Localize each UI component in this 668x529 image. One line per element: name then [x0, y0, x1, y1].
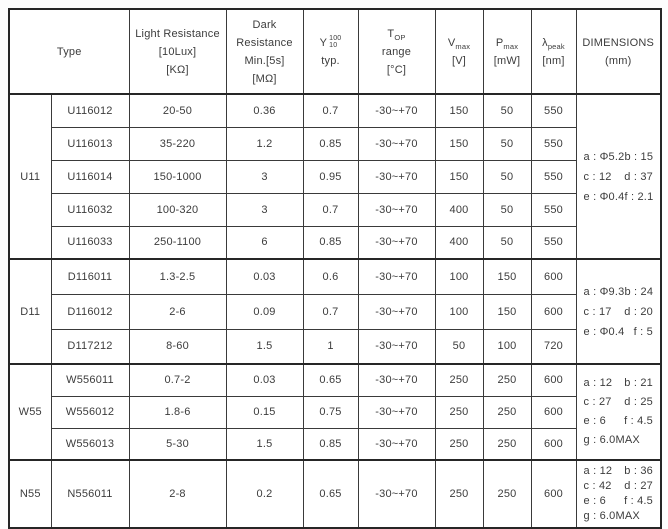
cell-v-max: 100 [435, 294, 483, 329]
dimension-value: b : 36 [624, 465, 653, 477]
table-row [9, 259, 661, 294]
cell-v-max: 400 [435, 193, 483, 226]
spec-sheet-page [8, 8, 662, 529]
dimension-line [584, 393, 654, 412]
cell-top-range: -30~+70 [358, 193, 435, 226]
cell-gamma: 0.65 [303, 460, 358, 528]
cell-part-no: W556011 [51, 364, 129, 396]
cell-p-max: 250 [483, 460, 531, 528]
cell-top-range: -30~+70 [358, 364, 435, 396]
cell-gamma: 1 [303, 329, 358, 364]
cell-gamma: 0.7 [303, 294, 358, 329]
dimension-line [584, 374, 654, 393]
dimension-line [584, 464, 654, 479]
cell-dark-resistance: 0.2 [226, 460, 303, 528]
cell-top-range: -30~+70 [358, 329, 435, 364]
cell-p-max: 50 [483, 127, 531, 160]
cell-part-no: U116013 [51, 127, 129, 160]
table-header [9, 9, 661, 94]
cell-dark-resistance: 3 [226, 160, 303, 193]
dimension-line [584, 302, 654, 322]
cell-top-range: -30~+70 [358, 396, 435, 428]
cell-gamma: 0.85 [303, 127, 358, 160]
cell-v-max: 250 [435, 396, 483, 428]
dimension-value: a : Φ5.2 [583, 150, 625, 163]
dimension-value: f : 5 [633, 325, 653, 338]
cell-light-resistance: 2-8 [129, 460, 226, 528]
dimension-line [584, 187, 654, 207]
cell-light-resistance: 35-220 [129, 127, 226, 160]
cell-light-resistance: 250-1100 [129, 226, 226, 259]
col-header-lambda-peak: $\lambda_{peak}$ [nm] [531, 9, 576, 94]
cell-light-resistance: 0.7-2 [129, 364, 226, 396]
cell-dark-resistance: 0.03 [226, 364, 303, 396]
cell-part-no: U116032 [51, 193, 129, 226]
cell-dark-resistance: 3 [226, 193, 303, 226]
type-group-cell: W55 [9, 364, 51, 460]
cell-lambda-peak: 600 [531, 364, 576, 396]
cell-lambda-peak: 550 [531, 94, 576, 127]
dimension-value: b : 15 [624, 150, 654, 163]
cell-dark-resistance: 1.2 [226, 127, 303, 160]
table-row [9, 329, 661, 364]
dimension-value: f : 4.5 [624, 495, 653, 507]
cell-part-no: W556012 [51, 396, 129, 428]
cell-part-no: U116012 [51, 94, 129, 127]
col-header-dimensions: DIMENSIONS (mm) [576, 9, 661, 94]
dimension-value: f : 2.1 [624, 190, 654, 203]
dimension-value: c : 42 [583, 480, 612, 492]
type-header-label: Type [56, 45, 82, 58]
cell-dark-resistance: 0.36 [226, 94, 303, 127]
cell-v-max: 250 [435, 460, 483, 528]
lambda-symbol: λ [542, 36, 548, 49]
cell-v-max: 150 [435, 160, 483, 193]
cell-light-resistance: 8-60 [129, 329, 226, 364]
cell-part-no: D116012 [51, 294, 129, 329]
dimension-value: d : 37 [624, 170, 653, 183]
dimension-value: a : Φ9.3 [583, 285, 625, 298]
cell-p-max: 50 [483, 160, 531, 193]
dimensions-cell [576, 259, 661, 364]
cell-top-range: -30~+70 [358, 428, 435, 460]
cell-p-max: 50 [483, 94, 531, 127]
cell-part-no: U116014 [51, 160, 129, 193]
dimension-value: f : 4.5 [624, 415, 653, 427]
cell-gamma: 0.7 [303, 193, 358, 226]
dimension-value: d : 25 [624, 396, 653, 408]
cell-gamma: 0.6 [303, 259, 358, 294]
dimension-line [584, 282, 654, 302]
cell-lambda-peak: 600 [531, 396, 576, 428]
dimension-line [584, 167, 654, 187]
dimensions-cell [576, 364, 661, 460]
cell-light-resistance: 20-50 [129, 94, 226, 127]
cell-light-resistance: 100-320 [129, 193, 226, 226]
cell-lambda-peak: 550 [531, 193, 576, 226]
table-row [9, 193, 661, 226]
dimension-value: e : 6 [583, 495, 606, 507]
cell-v-max: 250 [435, 364, 483, 396]
cell-v-max: 150 [435, 94, 483, 127]
cell-top-range: -30~+70 [358, 160, 435, 193]
dimension-line [584, 147, 654, 167]
cell-dark-resistance: 0.15 [226, 396, 303, 428]
cell-v-max: 400 [435, 226, 483, 259]
cell-part-no: D116011 [51, 259, 129, 294]
dimension-line [584, 431, 654, 450]
table-row [9, 364, 661, 396]
cell-p-max: 250 [483, 396, 531, 428]
dimensions-cell [576, 94, 661, 259]
dimension-value: a : 12 [583, 377, 613, 389]
spec-table-body [9, 94, 661, 528]
cell-lambda-peak: 600 [531, 294, 576, 329]
cell-light-resistance: 2-6 [129, 294, 226, 329]
col-header-pmax: $P_{max}$ [mW] [483, 9, 531, 94]
cell-p-max: 50 [483, 193, 531, 226]
header-row [9, 9, 661, 94]
dimensions-cell [576, 460, 661, 528]
cell-v-max: 100 [435, 259, 483, 294]
table-row [9, 294, 661, 329]
cell-gamma: 0.85 [303, 226, 358, 259]
cell-top-range: -30~+70 [358, 127, 435, 160]
cell-gamma: 0.95 [303, 160, 358, 193]
table-row [9, 127, 661, 160]
col-header-vmax: $V_{max}$ [V] [435, 9, 483, 94]
cell-top-range: -30~+70 [358, 460, 435, 528]
cell-gamma: 0.75 [303, 396, 358, 428]
cell-part-no: U116033 [51, 226, 129, 259]
dimension-value: b : 21 [624, 377, 653, 389]
cell-p-max: 150 [483, 259, 531, 294]
dimension-value: c : 27 [583, 396, 612, 408]
cell-dark-resistance: 1.5 [226, 428, 303, 460]
cell-v-max: 50 [435, 329, 483, 364]
dimension-value: c : 12 [583, 170, 612, 183]
table-row [9, 428, 661, 460]
cell-p-max: 150 [483, 294, 531, 329]
col-header-type [9, 9, 129, 94]
dimension-line [584, 412, 654, 431]
cell-lambda-peak: 600 [531, 259, 576, 294]
cell-dark-resistance: 6 [226, 226, 303, 259]
cell-p-max: 250 [483, 428, 531, 460]
cell-gamma: 0.85 [303, 428, 358, 460]
table-row [9, 460, 661, 528]
type-group-cell: D11 [9, 259, 51, 364]
cell-lambda-peak: 600 [531, 428, 576, 460]
dimension-value: e : 6 [583, 415, 606, 427]
dimension-value: g : 6.0MAX [583, 434, 640, 446]
dimension-value: e : Φ0.4 [583, 190, 625, 203]
cell-lambda-peak: 720 [531, 329, 576, 364]
cell-v-max: 250 [435, 428, 483, 460]
cell-lambda-peak: 550 [531, 160, 576, 193]
table-row [9, 160, 661, 193]
col-header-top-range: $T_{OP}$ range [°C] [358, 9, 435, 94]
photoresistor-spec-table [8, 8, 662, 529]
cell-v-max: 150 [435, 127, 483, 160]
table-row [9, 226, 661, 259]
cell-lambda-peak: 550 [531, 226, 576, 259]
cell-lambda-peak: 550 [531, 127, 576, 160]
cell-dark-resistance: 0.03 [226, 259, 303, 294]
cell-light-resistance: 150-1000 [129, 160, 226, 193]
cell-dark-resistance: 1.5 [226, 329, 303, 364]
cell-p-max: 250 [483, 364, 531, 396]
cell-dark-resistance: 0.09 [226, 294, 303, 329]
dimension-value: e : Φ0.4 [583, 325, 625, 338]
cell-top-range: -30~+70 [358, 259, 435, 294]
cell-light-resistance: 1.8-6 [129, 396, 226, 428]
col-header-dark-resistance: Dark Resistance Min.[5s] [MΩ] [226, 9, 303, 94]
cell-p-max: 50 [483, 226, 531, 259]
cell-top-range: -30~+70 [358, 94, 435, 127]
cell-light-resistance: 5-30 [129, 428, 226, 460]
cell-part-no: N556011 [51, 460, 129, 528]
cell-part-no: W556013 [51, 428, 129, 460]
dimension-value: c : 17 [583, 305, 612, 318]
dimension-value: a : 12 [583, 465, 613, 477]
gamma-symbol: Y [319, 36, 328, 49]
table-row [9, 396, 661, 428]
type-group-cell: U11 [9, 94, 51, 259]
dimension-line [584, 509, 654, 524]
dimension-value: d : 20 [624, 305, 653, 318]
dimension-value: d : 27 [624, 480, 653, 492]
type-group-cell: N55 [9, 460, 51, 528]
dimension-line [584, 494, 654, 509]
dimension-line [584, 322, 654, 342]
cell-top-range: -30~+70 [358, 294, 435, 329]
cell-light-resistance: 1.3-2.5 [129, 259, 226, 294]
dimension-line [584, 479, 654, 494]
table-row [9, 94, 661, 127]
cell-p-max: 100 [483, 329, 531, 364]
col-header-gamma: Y 100 10 typ. [303, 9, 358, 94]
cell-part-no: D117212 [51, 329, 129, 364]
cell-lambda-peak: 600 [531, 460, 576, 528]
cell-top-range: -30~+70 [358, 226, 435, 259]
col-header-light-resistance: Light Resistance [10Lux] [KΩ] [129, 9, 226, 94]
cell-gamma: 0.7 [303, 94, 358, 127]
cell-gamma: 0.65 [303, 364, 358, 396]
dimension-value: b : 24 [624, 285, 654, 298]
dimension-value: g : 6.0MAX [583, 510, 640, 522]
